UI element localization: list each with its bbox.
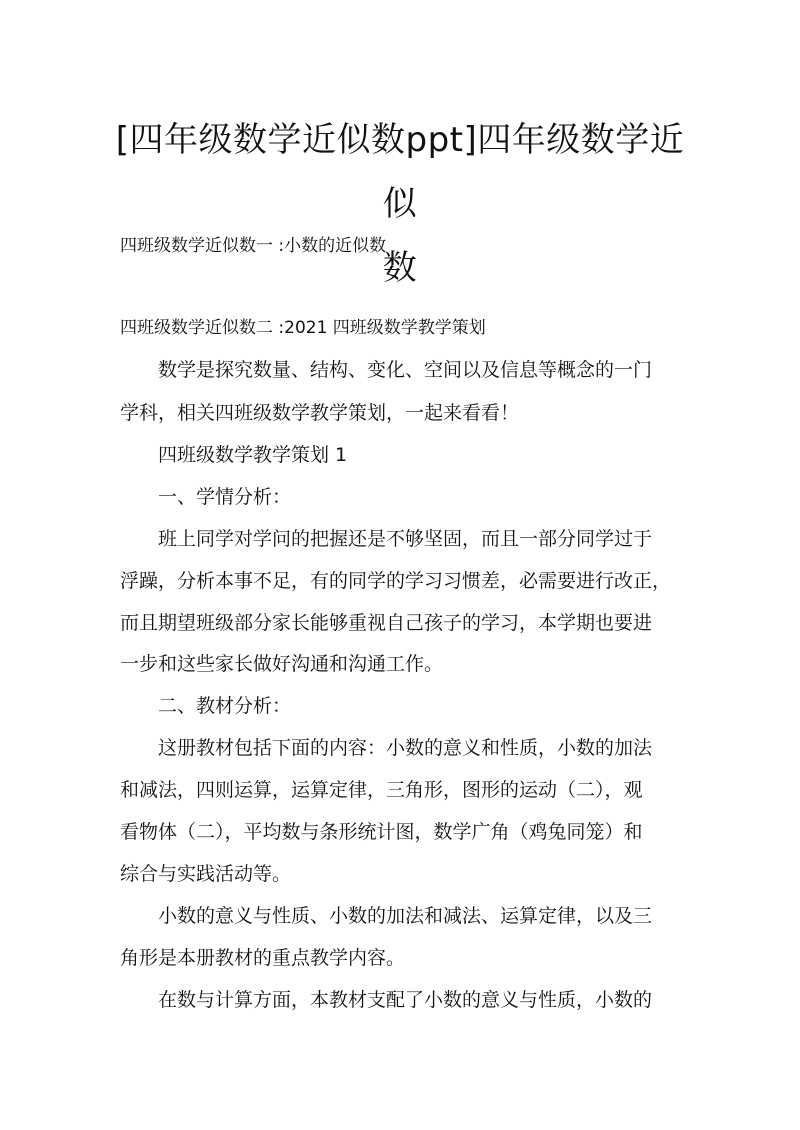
section2-heading: 二、教材分析： [158, 695, 292, 717]
section2-p2-line-1: 小数的意义与性质、小数的加法和减法、运算定律，以及三 [158, 905, 653, 927]
document-title [110, 108, 690, 300]
section2-p2-line-2: 角形是本册教材的重点教学内容。 [120, 947, 406, 969]
section1-line-3: 而且期望班级部分家长能够重视自己孩子的学习，本学期也要进 [120, 612, 653, 634]
subheading-2: 四班级数学近似数二 :2021 四班级数学教学策划 [120, 318, 486, 338]
title-line-2: 数 [382, 248, 418, 288]
section2-p1-line-3: 看物体（二），平均数与条形统计图，数学广角（鸡兔同笼）和 [120, 821, 643, 843]
section1-line-4: 一步和这些家长做好沟通和沟通工作。 [120, 653, 444, 675]
title-line-1: [四年级数学近似数ppt]四年级数学近似 [115, 120, 685, 224]
plan-title: 四班级数学教学策划 1 [158, 444, 348, 466]
section2-p1-line-4: 综合与实践活动等。 [120, 863, 292, 885]
intro-line-1: 数学是探究数量、结构、变化、空间以及信息等概念的一门 [158, 359, 653, 381]
section1-line-2: 浮躁，分析本事不足，有的同学的学习习惯差，必需要进行改正， [120, 570, 672, 592]
section1-line-1: 班上同学对学问的把握还是不够坚固，而且一部分同学过于 [158, 528, 653, 550]
section2-p3-line-1: 在数与计算方面，本教材支配了小数的意义与性质，小数的 [158, 989, 653, 1011]
section2-p1-line-1: 这册教材包括下面的内容：小数的意义和性质，小数的加法 [158, 737, 653, 759]
subheading-1: 四班级数学近似数一 :小数的近似数 [120, 236, 387, 256]
section2-p1-line-2: 和减法，四则运算，运算定律，三角形，图形的运动（二），观 [120, 779, 643, 801]
intro-line-2: 学科，相关四班级数学教学策划，一起来看看！ [120, 402, 520, 424]
section1-heading: 一、学情分析： [158, 486, 292, 508]
